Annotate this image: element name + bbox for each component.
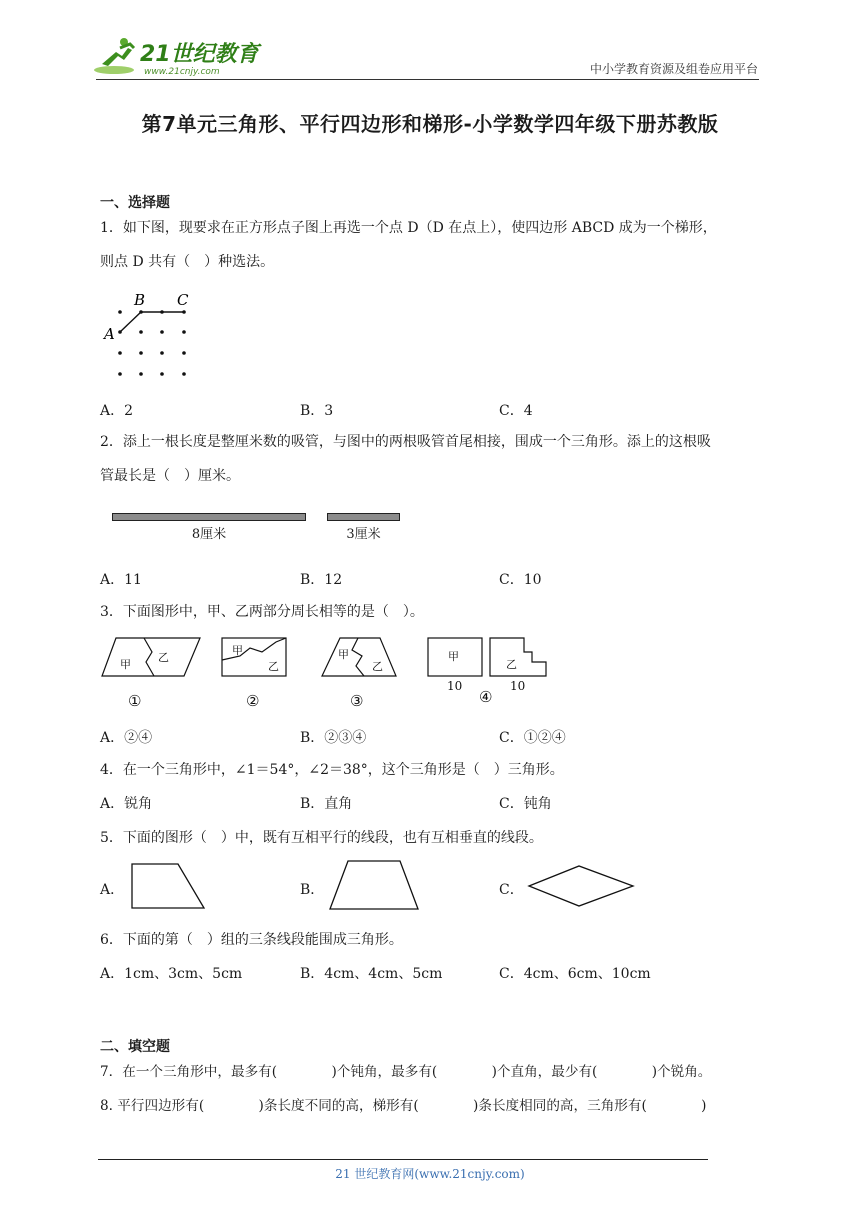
q3-num-3: ③ — [350, 692, 364, 710]
q3-s2-jia: 甲 — [232, 644, 243, 657]
q3-s1-yi: 乙 — [158, 651, 169, 664]
straw-8cm-label: 8厘米 — [191, 527, 227, 542]
q1-text-line1: 1．如下图，现要求在正方形点子图上再选一个点 D（D 在点上），使四边形 ABCD 成为一个梯形， — [100, 220, 717, 236]
q5-option-b[interactable]: B． — [300, 882, 325, 898]
q6-option-a[interactable]: A．1cm、3cm、5cm — [100, 966, 243, 982]
q1-option-b[interactable]: B．3 — [300, 403, 334, 419]
q6-option-b[interactable]: B．4cm、4cm、5cm — [300, 966, 443, 982]
q4-option-a[interactable]: A．锐角 — [100, 796, 153, 812]
straw-3cm — [327, 513, 400, 521]
q2-text-line1: 2．添上一根长度是整厘米数的吸管，与图中的两根吸管首尾相接，围成一个三角形。添上的这根吸 — [100, 434, 711, 450]
q3-num-4: ④ — [479, 688, 493, 706]
point-label-a: A — [104, 325, 115, 343]
straw-8cm — [112, 513, 306, 521]
q3-s2-yi: 乙 — [268, 660, 279, 673]
q3-num-2: ② — [246, 692, 260, 710]
q1-dot-grid-figure — [100, 288, 210, 383]
logo-url: www.21cnjy.com — [144, 67, 220, 77]
section-fill: 二、填空题 — [100, 1039, 170, 1055]
q5-shape-isosceles-trapezoid[interactable] — [326, 859, 426, 917]
q3-s4-right-width: 10 — [510, 679, 526, 693]
point-label-c: C — [177, 291, 189, 309]
q6-option-c[interactable]: C．4cm、6cm、10cm — [499, 966, 651, 982]
q1-text-line2: 则点 D 共有（ ）种选法。 — [100, 254, 275, 270]
q3-text-line1: 3．下面图形中，甲、乙两部分周长相等的是（ ）。 — [100, 604, 424, 620]
q3-s3-jia: 甲 — [338, 648, 349, 661]
platform-name: 中小学教育资源及组卷应用平台 — [589, 62, 758, 76]
section-choice: 一、选择题 — [100, 195, 170, 211]
q3-s4-yi: 乙 — [506, 658, 517, 671]
q3-s1-jia: 甲 — [120, 658, 131, 671]
q3-option-c[interactable]: C．①②④ — [499, 730, 566, 746]
q6-text-line1: 6．下面的第（ ）组的三条线段能围成三角形。 — [100, 932, 403, 948]
page-title: 第7单元三角形、平行四边形和梯形-小学数学四年级下册苏教版 — [141, 112, 719, 136]
q2-option-c[interactable]: C．10 — [499, 572, 542, 588]
q3-option-b[interactable]: B．②③④ — [300, 730, 367, 746]
q1-option-c[interactable]: C．4 — [499, 403, 533, 419]
q4-text-line1: 4．在一个三角形中，∠1＝54°，∠2＝38°，这个三角形是（ ）三角形。 — [100, 762, 564, 778]
q7-text-line1: 7．在一个三角形中，最多有( )个钝角，最多有( )个直角，最少有( )个锐角。 — [100, 1064, 712, 1080]
q3-s3-yi: 乙 — [372, 660, 383, 673]
q3-num-1: ① — [128, 692, 142, 710]
q8-text-line1: 8. 平行四边形有( )条长度不同的高，梯形有( )条长度相同的高，三角形有( ) — [100, 1098, 707, 1114]
q5-option-c[interactable]: C． — [499, 882, 524, 898]
q4-option-b[interactable]: B．直角 — [300, 796, 353, 812]
q3-s4-jia: 甲 — [448, 650, 459, 663]
footer-text[interactable]: 21 世纪教育网(www.21cnjy.com) — [335, 1167, 525, 1181]
logo-text: 21世纪教育 — [140, 42, 259, 67]
point-label-b: B — [134, 291, 146, 309]
q2-option-b[interactable]: B．12 — [300, 572, 343, 588]
q4-option-c[interactable]: C．钝角 — [499, 796, 552, 812]
header-divider — [96, 79, 759, 80]
q5-text-line1: 5．下面的图形（ ）中，既有互相平行的线段，也有互相垂直的线段。 — [100, 830, 543, 846]
footer-divider — [98, 1159, 708, 1160]
straw-3cm-label: 3厘米 — [346, 527, 381, 542]
q1-option-a[interactable]: A．2 — [100, 403, 134, 419]
q5-option-a[interactable]: A． — [100, 882, 125, 898]
q2-text-line2: 管最长是（ ）厘米。 — [100, 468, 240, 484]
q3-shapes-figure — [100, 632, 560, 712]
q3-option-a[interactable]: A．②④ — [100, 730, 153, 746]
q5-shape-rhombus[interactable] — [525, 864, 637, 912]
q5-shape-right-trapezoid[interactable] — [128, 862, 208, 916]
q3-s4-left-width: 10 — [447, 679, 463, 693]
q2-option-a[interactable]: A．11 — [100, 572, 142, 588]
site-logo — [92, 34, 267, 78]
